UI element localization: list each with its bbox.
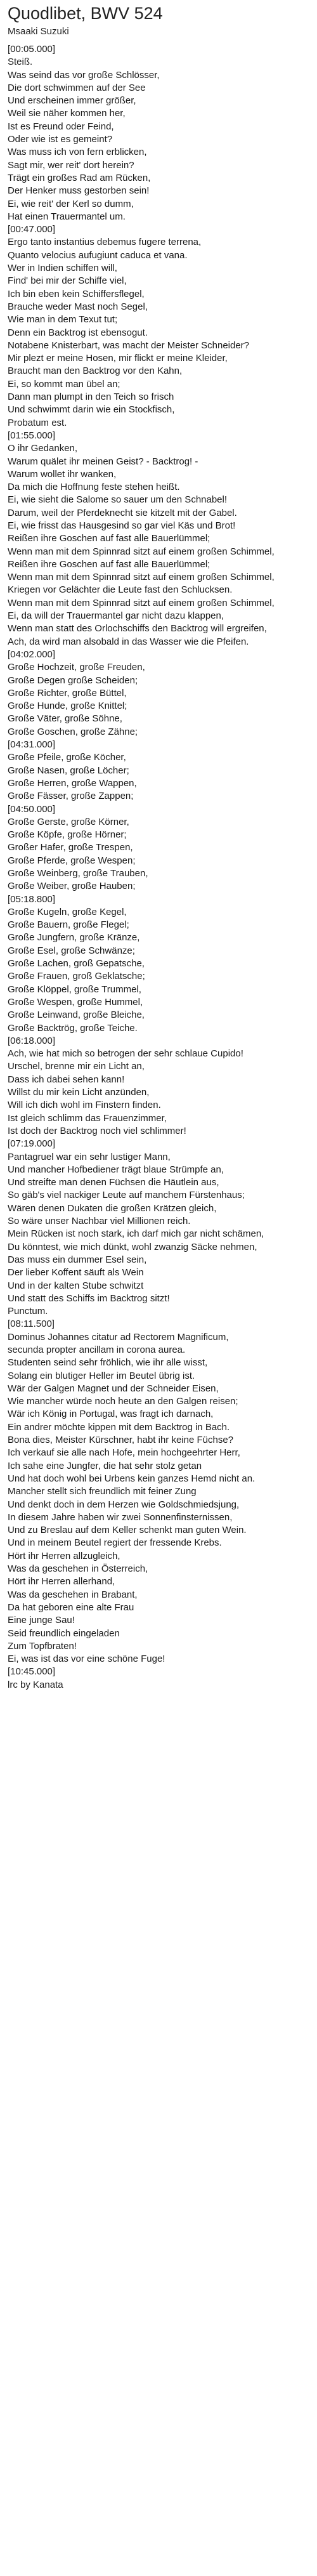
lyric-line: Große Väter, große Söhne, (8, 713, 122, 725)
lyric-line: Punctum. (8, 1306, 48, 1317)
lyric-line: Warum wollet ihr wanken, (8, 468, 117, 480)
lyric-line: Große Hochzeit, große Freuden, (8, 662, 145, 673)
lyric-line: [04:02.000] (8, 648, 56, 660)
lyric-line: Große Kugeln, große Kegel, (8, 906, 127, 917)
lyric-line: Große Weinberg, große Trauben, (8, 868, 148, 879)
lyric-line: Die dort schwimmen auf der See (8, 82, 146, 93)
lyric-line: So wäre unser Nachbar viel Millionen reich. (8, 1216, 191, 1227)
lyric-line: Hört ihr Herren allerhand, (8, 1576, 115, 1587)
lyric-line: [00:05.000] (8, 44, 56, 55)
lyric-line: O ihr Gedanken, (8, 443, 78, 454)
lyric-line: Ist doch der Backtrog noch viel schlimmer! (8, 1125, 186, 1136)
lyric-line: Große Pferde, große Wespen; (8, 855, 136, 866)
lyric-line: Ich bin eben kein Schiffersflegel, (8, 288, 145, 299)
lyric-line: Weil sie näher kommen her, (8, 108, 126, 119)
lyric-line: Große Hunde, große Knittel; (8, 700, 127, 712)
lyric-line: Wenn man mit dem Spinnrad sitzt auf einem großen Schimmel, (8, 546, 275, 557)
lyric-line: Kriegen vor Gelächter die Leute fast den Schlucksen. (8, 584, 233, 596)
lyric-line: Ei, so kommt man übel an; (8, 378, 120, 390)
lyric-line: Große Richter, große Büttel, (8, 687, 127, 699)
lyric-line: Ist gleich schlimm das Frauenzimmer, (8, 1112, 167, 1124)
lyric-line: Große Fässer, große Zappen; (8, 791, 134, 802)
lyric-line: Dass ich dabei sehen kann! (8, 1074, 125, 1085)
lyric-line: Was da geschehen in Brabant, (8, 1589, 138, 1600)
lyric-line: Solang ein blutiger Heller im Beutel übrig ist. (8, 1370, 195, 1381)
lyric-line: Mein Rücken ist noch stark, ich darf mich gar nicht schämen, (8, 1228, 264, 1240)
lyric-line: Find' bei mir der Schiffe viel, (8, 275, 127, 287)
lyric-line: Willst du mir kein Licht anzünden, (8, 1087, 150, 1098)
lyric-line: Und denkt doch in dem Herzen wie Goldschmiedsjung, (8, 1499, 240, 1510)
lyric-line: Ergo tanto instantius debemus fugere terrena, (8, 237, 202, 248)
lyric-line: Ei, wie reit' der Kerl so dumm, (8, 198, 134, 209)
lyric-line: Und schwimmt darin wie ein Stockfisch, (8, 404, 175, 416)
lyric-line: secunda propter ancillam in corona aurea. (8, 1344, 186, 1355)
lyric-line: [05:18.800] (8, 893, 56, 905)
lyric-line: Dann man plumpt in den Teich so frisch (8, 391, 174, 403)
lyric-line: Und streifte man denen Füchsen die Häutlein aus, (8, 1177, 219, 1188)
lyric-line: Und statt des Schiffs im Backtrog sitzt! (8, 1292, 170, 1304)
lyric-line: Und erscheinen immer größer, (8, 95, 136, 107)
lyric-line: Große Wespen, große Hummel, (8, 996, 143, 1008)
lyric-line: Wären denen Dukaten die großen Krätzen gleich, (8, 1202, 217, 1214)
lyric-line: Hört ihr Herren allzugleich, (8, 1550, 120, 1561)
lyric-line: Wär der Galgen Magnet und der Schneider Eisen, (8, 1383, 219, 1394)
lyric-line: Trägt ein großes Rad am Rücken, (8, 172, 151, 183)
lyric-line: Probatum est. (8, 417, 67, 428)
lyric-line: Wer in Indien schiffen will, (8, 263, 117, 274)
lyric-line: [10:45.000] (8, 1666, 56, 1678)
lyrics-list (8, 43, 317, 1692)
lyric-line: Pantagruel war ein sehr lustiger Mann, (8, 1151, 171, 1162)
lyric-line: Wenn man statt des Orlochschiffs den Backtrog will ergreifen, (8, 623, 267, 634)
lyric-line: Große Esel, große Schwänze; (8, 945, 135, 956)
lyric-line: Große Pfeile, große Köcher, (8, 752, 126, 763)
lyric-line: Denn ein Backtrog ist ebensogut. (8, 327, 148, 338)
lyric-line: Wenn man mit dem Spinnrad sitzt auf einem großen Schimmel, (8, 572, 275, 583)
song-artist: Msaaki Suzuki (8, 26, 69, 37)
lyric-line: lrc by Kanata (8, 1679, 63, 1690)
lyric-line: [01:55.000] (8, 430, 56, 441)
lyric-line: [04:31.000] (8, 739, 56, 751)
lyric-line: Große Weiber, große Hauben; (8, 881, 136, 892)
lyric-line: Großer Hafer, große Trespen, (8, 842, 133, 853)
lyric-line: So gäb's viel nackiger Leute auf manchem Fürstenhaus; (8, 1190, 245, 1201)
lyric-line: Der Henker muss gestorben sein! (8, 185, 150, 197)
lyric-line: Und in der kalten Stube schwitzt (8, 1280, 144, 1291)
lyric-line: Studenten seind sehr fröhlich, wie ihr alle wisst, (8, 1357, 208, 1369)
lyric-line: Zum Topfbraten! (8, 1640, 77, 1652)
lyric-line: Ach, wie hat mich so betrogen der sehr schlaue Cupido! (8, 1048, 243, 1060)
lyric-line: Brauche weder Mast noch Segel, (8, 301, 148, 312)
lyric-line: Da hat geboren eine alte Frau (8, 1601, 134, 1613)
lyric-line: Braucht man den Backtrog vor den Kahn, (8, 365, 183, 377)
lyric-line: Große Backtrög, große Teiche. (8, 1022, 138, 1034)
lyric-line: Große Goschen, große Zähne; (8, 726, 138, 737)
lyric-line: Und zu Breslau auf dem Keller schenkt man guten Wein. (8, 1525, 247, 1536)
lyric-line: Wie mancher würde noch heute an den Galgen reisen; (8, 1396, 238, 1407)
lyric-line: Mancher stellt sich freundlich mit feiner Zung (8, 1486, 197, 1497)
lyrics-page (8, 3, 317, 1692)
lyric-line: Große Köpfe, große Hörner; (8, 829, 127, 841)
lyric-line: Steiß. (8, 56, 33, 68)
lyric-line: Große Bauern, große Flegel; (8, 919, 129, 931)
lyric-line: Du könntest, wie mich dünkt, wohl zwanzig Säcke nehmen, (8, 1241, 257, 1252)
lyric-line: Oder wie ist es gemeint? (8, 134, 113, 145)
lyric-line: Ein andrer möchte kippen mit dem Backtrog in Bach. (8, 1421, 230, 1433)
lyric-line: Was da geschehen in Österreich, (8, 1563, 148, 1575)
lyric-line: Ich sahe eine Jungfer, die hat sehr stolz getan (8, 1460, 202, 1471)
lyric-line: [08:11.500] (8, 1318, 55, 1330)
lyric-line: Bona dies, Meister Kürschner, habt ihr keine Füchse? (8, 1435, 234, 1446)
lyric-line: Mir plezt er meine Hosen, mir flickt er meine Kleider, (8, 353, 228, 364)
lyric-line: Große Leinwand, große Bleiche, (8, 1009, 145, 1021)
lyric-line: Ei, was ist das vor eine schöne Fuge! (8, 1653, 165, 1665)
lyric-line: Und mancher Hofbediener trägt blaue Strümpfe an, (8, 1164, 224, 1175)
lyric-line: Seid freundlich eingeladen (8, 1627, 120, 1639)
lyric-line: Ei, wie frisst das Hausgesind so gar viel Käs und Brot! (8, 520, 236, 531)
lyric-line: Große Degen große Scheiden; (8, 674, 138, 686)
song-title: Quodlibet, BWV 524 (8, 4, 163, 23)
lyric-line: Da mich die Hoffnung feste stehen heißt. (8, 482, 180, 493)
lyric-line: Ei, wie sieht die Salome so sauer um den Schnabel! (8, 494, 228, 506)
lyric-line: Der lieber Koffent säuft als Wein (8, 1267, 144, 1278)
lyric-line: Und hat doch wohl bei Urbens kein ganzes Hemd nicht an. (8, 1473, 256, 1484)
lyric-line: [04:50.000] (8, 803, 56, 815)
lyric-line: Große Gerste, große Körner, (8, 816, 129, 827)
lyric-line: [00:47.000] (8, 224, 56, 235)
lyric-line: Wie man in dem Texut tut; (8, 314, 118, 325)
lyric-line: Was seind das vor große Schlösser, (8, 69, 160, 81)
lyric-line: Ach, da wird man alsobald in das Wasser wie die Pfeifen. (8, 636, 249, 647)
lyric-line: Große Lachen, groß Gepatsche, (8, 958, 145, 969)
lyric-line: Große Herren, große Wappen, (8, 777, 137, 789)
lyric-line: Große Klöppel, große Trummel, (8, 983, 141, 995)
lyric-line: Reißen ihre Goschen auf fast alle Bauerlümmel; (8, 533, 210, 544)
lyric-line: Das muss ein dummer Esel sein, (8, 1254, 147, 1265)
lyric-line: Quanto velocius aufugiunt caduca et vana. (8, 249, 188, 261)
lyric-line: [06:18.000] (8, 1035, 56, 1046)
lyric-line: Ist es Freund oder Feind, (8, 121, 114, 132)
lyric-line: Reißen ihre Goschen auf fast alle Bauerlümmel; (8, 558, 210, 570)
lyric-line: Große Jungfern, große Kränze, (8, 932, 140, 943)
lyric-line: Urschel, brenne mir ein Licht an, (8, 1061, 145, 1072)
lyric-line: [07:19.000] (8, 1138, 56, 1150)
lyric-line: Warum quälet ihr meinen Geist? - Backtrog! - (8, 456, 198, 467)
lyric-line: Notabene Knisterbart, was macht der Meister Schneider? (8, 339, 250, 351)
lyric-line: Wär ich König in Portugal, was fragt ich darnach, (8, 1409, 214, 1420)
lyric-line: Was muss ich von fern erblicken, (8, 147, 147, 158)
lyric-line: Darum, weil der Pferdeknecht sie kitzelt mit der Gabel. (8, 507, 237, 518)
lyric-line: Ei, da will der Trauermantel gar nicht dazu klappen, (8, 610, 224, 622)
lyric-line: Große Frauen, groß Geklatsche; (8, 971, 145, 982)
lyric-line: Will ich dich wohl im Finstern finden. (8, 1100, 161, 1111)
lyric-line: Sagt mir, wer reit' dort herein? (8, 159, 134, 171)
lyric-line: Hat einen Trauermantel um. (8, 211, 126, 222)
lyric-line: Wenn man mit dem Spinnrad sitzt auf einem großen Schimmel, (8, 597, 275, 608)
lyric-line: Eine junge Sau! (8, 1615, 75, 1626)
lyric-line: Ich verkauf sie alle nach Hofe, mein hochgeehrter Herr, (8, 1447, 240, 1459)
lyric-line: Und in meinem Beutel regiert der fressende Krebs. (8, 1537, 222, 1549)
lyric-line: Große Nasen, große Löcher; (8, 765, 129, 776)
lyric-line: In diesem Jahre haben wir zwei Sonnenfinsternissen, (8, 1511, 233, 1523)
lyric-line: Dominus Johannes citatur ad Rectorem Magnificum, (8, 1331, 229, 1343)
